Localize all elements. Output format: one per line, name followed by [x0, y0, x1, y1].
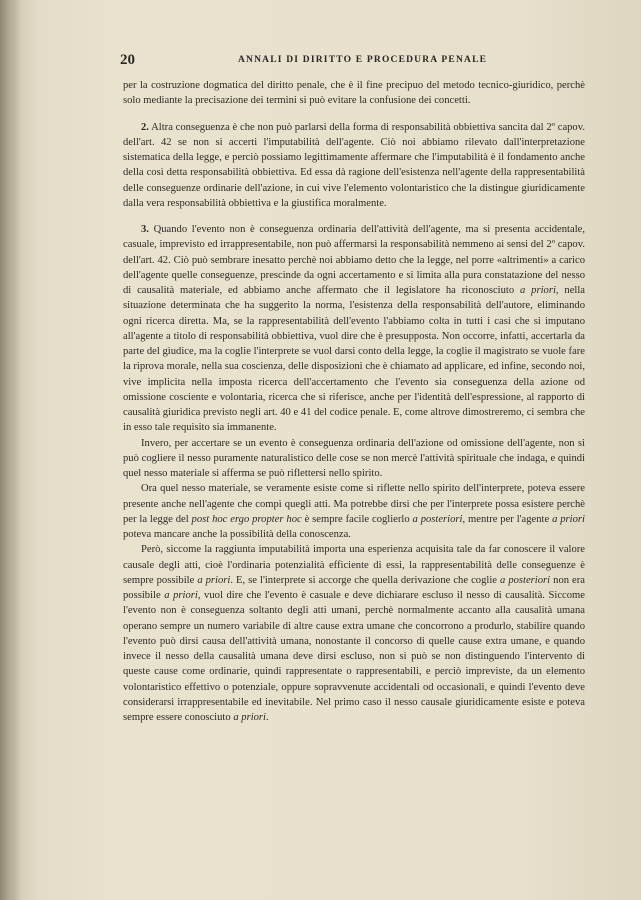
page-number: 20	[120, 52, 135, 68]
paragraph-continuation	[123, 78, 585, 109]
section-number: 3.	[141, 224, 149, 235]
running-title: ANNALI DI DIRITTO E PROCEDURA PENALE	[238, 55, 488, 65]
book-spine-shadow	[0, 0, 22, 900]
italic-phrase: a priori	[552, 513, 585, 525]
italic-phrase: a priori	[197, 574, 231, 586]
italic-phrase: a posteriori	[412, 513, 463, 525]
paragraph-text: Altra conseguenza è che non può parlarsi della forma di responsabilità obbiettiva sancita dal 2º capov. dell'art. 42 se non si accerti l'imputabilità dell'agente. Ciò noi abbiamo rilevato dall'interpretazione sistematica della legge, e perciò possiamo legittimamente affermare che l'imputabilità è il fondamento anche della così detta responsabilità obbiettiva. Ed essa dà ragione dell'esistenza nell'agente della rappresentabilità delle conseguenze ordinarie dell'azione, in cui vive l'elemento volontaristico che la distingue giuridicamente dalla vera responsabilità obbiettiva e la giustifica moralmente.	[123, 121, 585, 209]
italic-phrase: post hoc ergo propter hoc	[191, 513, 302, 525]
paragraph-text: , nella situazione determinata che ha suggerito la norma, l'esistenza della responsabilità dell'autore, eliminando ogni ricerca diretta. Ma, se la rappresentabilità dell'evento l'abbiamo colta in tutti i casi che si imputano all'agente a titolo di responsabilità obbiettiva, vuol dire che è presupposta. Non occorre, infatti, accertarla da parte del giudice, ma la coglie l'interprete se vuol darsi conto della legge, la coglie il magistrato se vuole fare la riprova morale, nella sua coscienza, delle disposizioni che è chiamato ad applicare, ed infine, secondo noi, vive implicita nella imposta ricerca dell'accertamento che l'evento sia conseguenza della azione od omissione cosciente e volontaria, ricerca che si riferisce, anche per l'identità dell'espressione, al rapporto di causalità giuridica previsto negli art. 40 e 41 del codice penale. E, come altrove dimostreremo, ci sembra che in esso tale requisito sia immanente.	[123, 285, 585, 434]
paragraph-text: è sempre facile coglierlo	[304, 513, 410, 525]
paragraph-section-2	[123, 120, 585, 212]
paragraph-text: Quando l'evento non è conseguenza ordinaria dell'attività dell'agente, ma si presenta accidentale, casuale, imprevisto ed irrappresentabile, non può affermarsi la responsabilità nemmeno ai sensi del 2º capov. dell'art. 42. Ciò può sembrare inesatto perchè noi abbiamo detto che la legge, nel porre «altrimenti» a carico dell'agente quelle conseguenze, prescinde da ogni accertamento e si limita alla pura constatazione del nesso di causalità materiale, ed abbiamo anche affermato che il legislatore ha riconosciuto	[123, 224, 585, 296]
paragraph-text: per la costruzione dogmatica del diritto penale, che è il fine precipuo del metodo tecnico-giuridico, perchè solo mediante la precisazione dei termini si può evitare la confusione dei concetti.	[123, 80, 585, 107]
paragraph-text: . E, se l'interprete si accorge che quella derivazione che coglie	[230, 574, 497, 586]
section-number: 2.	[141, 121, 149, 133]
paragraph-text: Invero, per accertare se un evento è conseguenza ordinaria dell'azione od omissione dell'agente, non si può cogliere il nesso puramente naturalistico delle cose se non mercè l'attività spirituale che indaga, e quindi quel nesso materiale si afferma se può riflettersi nello spirito.	[123, 437, 585, 479]
paragraph-text: Però, siccome la raggiunta imputabilità importa una esperienza acquisita tale da far conoscere il valore causale degli atti, cioè l'ordinaria potenzialità efficiente di essi, la rappresentabilità delle conseguenze è sempre possibile	[123, 544, 585, 586]
italic-phrase: a posteriori	[500, 574, 551, 586]
italic-phrase: a priori	[233, 712, 266, 723]
paragraph-text: poteva mancare anche la possibilità della conoscenza.	[123, 529, 351, 540]
body-text	[123, 78, 585, 725]
italic-phrase: a priori	[520, 285, 556, 296]
paragraph-pero	[123, 542, 585, 725]
paragraph-text: Ora quel nesso materiale, se veramente esiste come si riflette nello spirito dell'interprete, poteva essere presente anche nell'agente che compì quegli atti. Ma potrebbe dirsi che per l'interprete possa esistere perchè per la legge del	[123, 483, 585, 525]
paragraph-text: , vuol dire che l'evento è casuale e deve dichiarare escluso il nesso di causalità. Siccome l'evento non è conseguenza soltanto degli atti umani, perchè normalmente accanto alla causalità umana operano sempre un numero variabile di altre cause extra umane che concorrono a produrlo, stabilire quando l'evento può dirsi causa dell'attività umana, nonostante il concorso di quelle cause extra umane, e quando invece il nesso della causalità umana deve dirsi escluso, non si può se non distinguendo l'intervento di queste cause come ordinarie, quindi rappresentate o rappresentabili, e perciò impreviste, da un elemento volontaristico effettivo o potenziale, oppure sopravvenute accidentali od occasionali, e quindi l'evento deve considerarsi irrappresentabile ed inevitabile. Nel primo caso il nesso causale giuridicamente esiste e poteva sempre essere conosciuto	[123, 590, 585, 723]
paragraph-text: , mentre per l'agente	[462, 513, 550, 525]
paragraph-ora	[123, 481, 585, 542]
paragraph-text: non era possibile	[123, 574, 585, 601]
paragraph-invero	[123, 436, 585, 482]
paragraph-text: .	[266, 712, 269, 723]
italic-phrase: a priori	[164, 590, 198, 601]
page-header	[120, 52, 585, 70]
paragraph-section-3	[123, 222, 585, 436]
